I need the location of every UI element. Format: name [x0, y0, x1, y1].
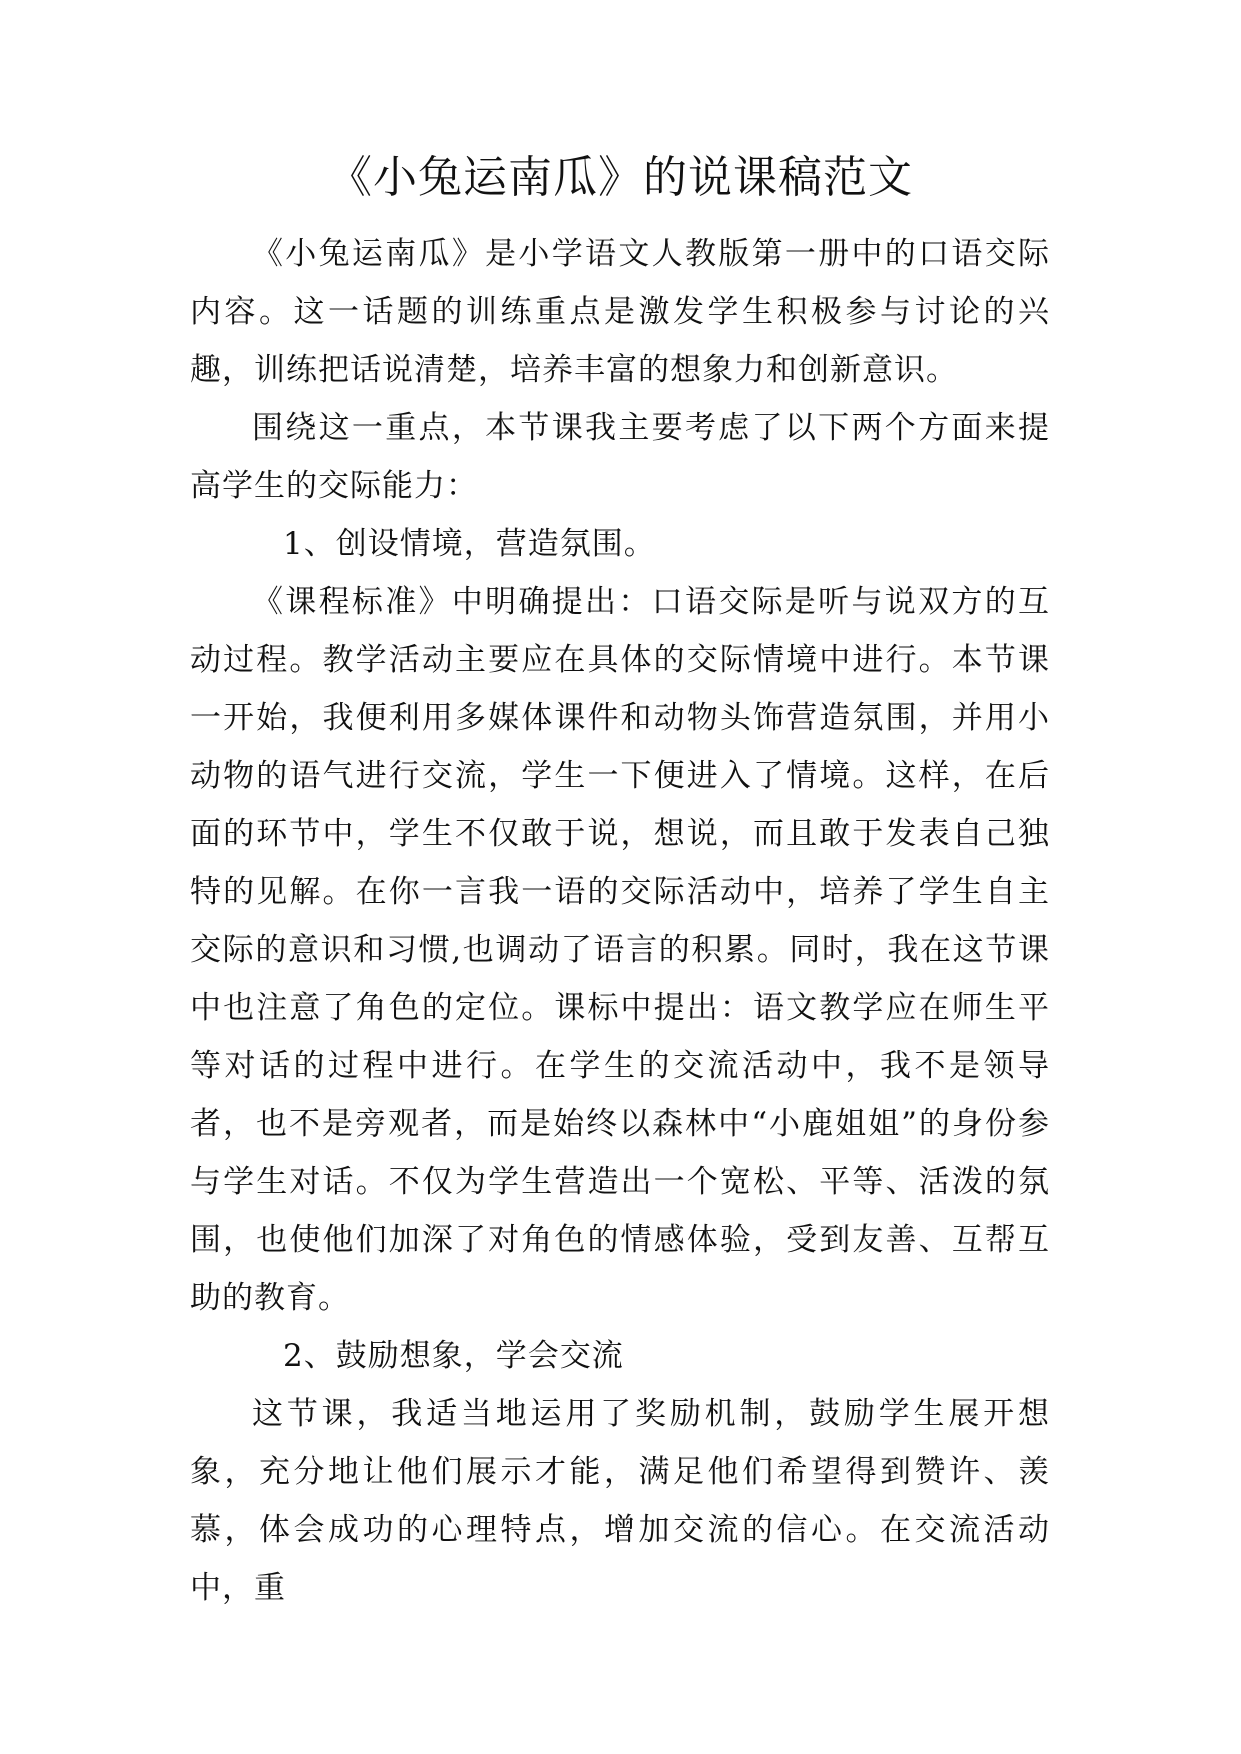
section-heading-2: 2、鼓励想象，学会交流: [283, 1338, 624, 1374]
document-body: [190, 225, 1050, 1617]
paragraph-section-2: 这节课，我适当地运用了奖励机制，鼓励学生展开想象，充分地让他们展示才能，满足他们希望得到赞许、羡慕，体会成功的心理特点，增加交流的信心。在交流活动中，重: [190, 1396, 1050, 1606]
paragraph-section-1: 《课程标准》中明确提出：口语交际是听与说双方的互动过程。教学活动主要应在具体的交际情境中进行。本节课一开始，我便利用多媒体课件和动物头饰营造氛围，并用小动物的语气进行交流，学生一下便进入了情境。这样，在后面的环节中，学生不仅敢于说，想说，而且敢于发表自己独特的见解。在你一言我一语的交际活动中，培养了学生自主交际的意识和习惯,也调动了语言的积累。同时，我在这节课中也注意了角色的定位。课标中提出：语文教学应在师生平等对话的过程中进行。在学生的交流活动中，我不是领导者，也不是旁观者，而是始终以森林中“小鹿姐姐”的身份参与学生对话。不仅为学生营造出一个宽松、平等、活泼的氛围，也使他们加深了对角色的情感体验，受到友善、互帮互助的教育。: [190, 584, 1050, 1316]
document-title: 《小兔运南瓜》的说课稿范文: [328, 152, 913, 203]
section-heading-1: 1、创设情境，营造氛围。: [283, 526, 656, 562]
paragraph-intro: 《小兔运南瓜》是小学语文人教版第一册中的口语交际内容。这一话题的训练重点是激发学生积极参与讨论的兴趣，训练把话说清楚，培养丰富的想象力和创新意识。: [190, 236, 1050, 388]
paragraph-focus: 围绕这一重点，本节课我主要考虑了以下两个方面来提高学生的交际能力：: [190, 410, 1050, 504]
